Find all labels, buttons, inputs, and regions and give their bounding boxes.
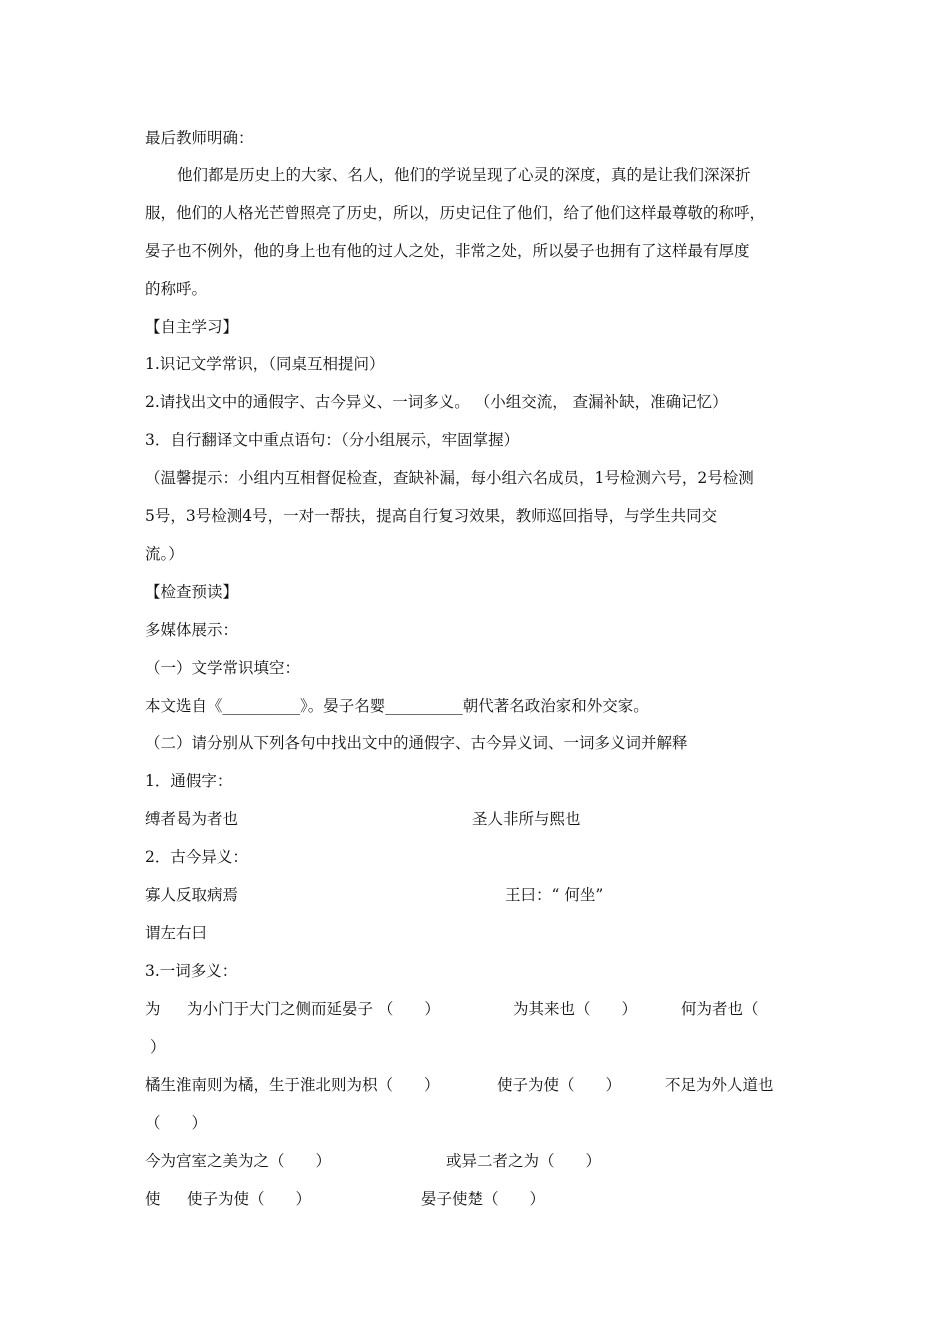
literature-fill-line: 本文选自《__________》。晏子名婴__________朝代著名政治家和外交家。 [145, 697, 649, 715]
wei-sentence: 为小门于大门之侧而延晏子 （ ） [187, 1000, 440, 1018]
teacher-summary-heading: 最后教师明确： [145, 129, 254, 147]
word-wei: 为 [145, 1000, 161, 1018]
tongjia-sentence: 圣人非所与熙也 [472, 810, 581, 828]
self-study-heading: 【自主学习】 [145, 318, 239, 336]
wei-sentence: 橘生淮南则为橘，生于淮北则为枳（ ） [145, 1076, 440, 1094]
tongjia-title: 1．通假字： [145, 772, 233, 790]
summary-paragraph-line: 他们都是历史上的大家、名人，他们的学说呈现了心灵的深度，真的是让我们深深折 [177, 166, 751, 184]
shi-sentence: 晏子使楚（ ） [421, 1190, 546, 1208]
wei-sentence-bracket: ） [150, 1038, 166, 1056]
wei-sentence: 何为者也（ [681, 1000, 759, 1018]
wei-sentence: 不足为外人道也 [665, 1076, 774, 1094]
self-study-item: 3．自行翻译文中重点语句：（分小组展示，牢固掌握） [145, 431, 520, 449]
tip-line: 5号，3号检测4号，一对一帮扶，提高自行复习效果，教师巡回指导，与学生共同交 [145, 507, 718, 525]
yici-title: 3.一词多义： [145, 962, 238, 980]
summary-paragraph-line: 的称呼。 [145, 280, 208, 298]
shi-sentence: 使子为使（ ） [187, 1190, 312, 1208]
wei-sentence-bracket: （ ） [145, 1114, 208, 1132]
literature-fill-title: （一）文学常识填空： [145, 659, 301, 677]
word-shi: 使 [145, 1190, 161, 1208]
wei-sentence: 今为宫室之美为之（ ） [145, 1152, 332, 1170]
summary-paragraph-line: 服，他们的人格光芒曾照亮了历史，所以，历史记住了他们，给了他们这样最尊敬的称呼， [145, 204, 766, 222]
tongjia-sentence: 缚者曷为者也 [145, 810, 239, 828]
preview-heading: 【检查预读】 [145, 583, 239, 601]
gujin-title: 2．古今异义： [145, 848, 248, 866]
wei-sentence: 为其来也（ ） [513, 1000, 638, 1018]
classification-instruction: （二）请分别从下列各句中找出文中的通假字、古今异义词、一词多义词并解释 [145, 734, 688, 752]
wei-sentence: 使子为使（ ） [497, 1076, 622, 1094]
summary-paragraph-line: 晏子也不例外，他的身上也有他的过人之处，非常之处，所以晏子也拥有了这样最有厚度 [145, 242, 750, 260]
wei-sentence: 或异二者之为（ ） [446, 1152, 602, 1170]
self-study-item: 1.识记文学常识，（同桌互相提问） [145, 355, 385, 373]
media-label: 多媒体展示： [145, 621, 239, 639]
tip-line: 流。） [145, 545, 184, 563]
gujin-sentence: 谓左右曰 [145, 924, 208, 942]
gujin-sentence: 王曰：“ 何坐” [505, 886, 604, 904]
self-study-item: 2.请找出文中的通假字、古今异义、一词多义。 （小组交流， 查漏补缺，准确记忆） [145, 393, 728, 411]
gujin-sentence: 寡人反取病焉 [145, 886, 239, 904]
tip-line: （温馨提示：小组内互相督促检查，查缺补漏，每小组六名成员，1号检测六号，2号检测 [145, 469, 754, 487]
